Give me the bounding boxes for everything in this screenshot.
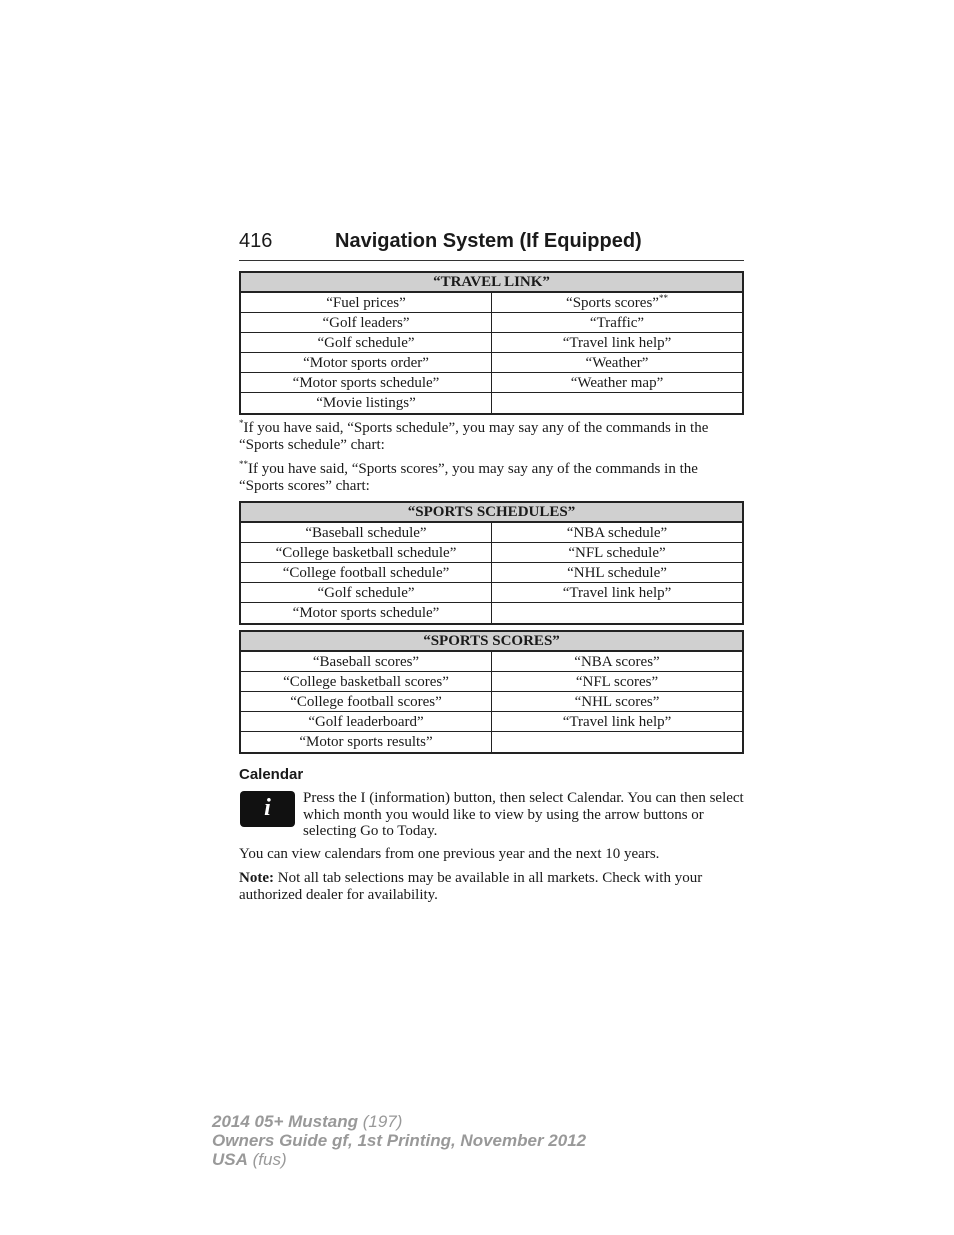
table-cell: “College football scores” (240, 692, 492, 712)
table-cell: “Golf leaderboard” (240, 712, 492, 732)
sports-schedules-table (239, 501, 744, 625)
table-heading: “SPORTS SCHEDULES” (240, 502, 743, 522)
footer-line-2: Owners Guide gf, 1st Printing, November 2012 (212, 1131, 587, 1150)
calendar-note: Note: Not all tab selections may be available in all markets. Check with your authorized dealer for availability. (239, 870, 703, 903)
table-cell: “Baseball schedule” (240, 522, 492, 543)
calendar-info-text: Press the I (information) button, then select Calendar. You can then select which month you would like to view by using the arrow buttons or selecting Go to Today. (303, 790, 744, 839)
page-title: Navigation System (If Equipped) (335, 230, 642, 252)
table-cell (492, 732, 744, 754)
table-row (240, 603, 743, 625)
table-cell: “Golf schedule” (240, 333, 492, 353)
table-cell: “Fuel prices” (240, 292, 492, 313)
sports-scores-table (239, 630, 744, 754)
table-cell (492, 603, 744, 625)
table-cell: “Weather” (492, 353, 744, 373)
table-heading: “TRAVEL LINK” (240, 272, 743, 292)
table-cell: “College football schedule” (240, 563, 492, 583)
table-cell: “NFL schedule” (492, 543, 744, 563)
table-cell: “Sports scores”** (492, 292, 744, 313)
footnote-mark: ** (658, 292, 668, 303)
table-cell: “Travel link help” (492, 583, 744, 603)
info-icon (240, 791, 295, 827)
footnote-sports-scores: **If you have said, “Sports scores”, you may say any of the commands in the “Sports scores” chart: (239, 459, 698, 494)
table-cell: “NFL scores” (492, 672, 744, 692)
footnote-mark: ** (239, 459, 248, 469)
table-row (240, 732, 743, 754)
calendar-years-text: You can view calendars from one previous year and the next 10 years. (239, 846, 660, 862)
table-cell: “NBA scores” (492, 651, 744, 672)
table-cell: “Motor sports schedule” (240, 603, 492, 625)
table-cell: “Weather map” (492, 373, 744, 393)
footer-line-1: 2014 05+ Mustang (197) (212, 1112, 403, 1131)
table-cell: “Baseball scores” (240, 651, 492, 672)
table-row (240, 563, 743, 583)
table-cell: “NHL scores” (492, 692, 744, 712)
table-row (240, 672, 743, 692)
table-cell: “College basketball scores” (240, 672, 492, 692)
table-row (240, 373, 743, 393)
table-heading: “SPORTS SCORES” (240, 631, 743, 651)
table-row (240, 522, 743, 543)
table-cell (492, 393, 744, 415)
table-row (240, 333, 743, 353)
table-cell: “Motor sports results” (240, 732, 492, 754)
footer-line-3: USA (fus) (212, 1150, 287, 1169)
table-row (240, 712, 743, 732)
table-row (240, 583, 743, 603)
travel-link-table (239, 271, 744, 415)
table-row (240, 292, 743, 313)
table-cell: “NHL schedule” (492, 563, 744, 583)
table-cell: “Travel link help” (492, 333, 744, 353)
table-row (240, 692, 743, 712)
table-cell: “Movie listings” (240, 393, 492, 415)
page-number: 416 (239, 230, 273, 252)
footnote-sports-schedule: *If you have said, “Sports schedule”, you may say any of the commands in the “Sports schedule” chart: (239, 418, 709, 453)
note-label: Note: (239, 870, 274, 886)
table-cell: “NBA schedule” (492, 522, 744, 543)
table-cell: “Motor sports order” (240, 353, 492, 373)
table-cell: “College basketball schedule” (240, 543, 492, 563)
page-footer (212, 1112, 586, 1169)
table-cell: “Golf schedule” (240, 583, 492, 603)
table-row (240, 353, 743, 373)
table-row (240, 543, 743, 563)
table-row (240, 393, 743, 415)
info-glyph: i (264, 795, 271, 821)
table-cell: “Travel link help” (492, 712, 744, 732)
footnote-mark: * (239, 418, 244, 428)
calendar-heading: Calendar (239, 766, 304, 783)
table-cell: “Traffic” (492, 313, 744, 333)
table-row (240, 651, 743, 672)
table-row (240, 313, 743, 333)
table-cell: “Golf leaders” (240, 313, 492, 333)
table-cell: “Motor sports schedule” (240, 373, 492, 393)
page-header (239, 226, 744, 261)
